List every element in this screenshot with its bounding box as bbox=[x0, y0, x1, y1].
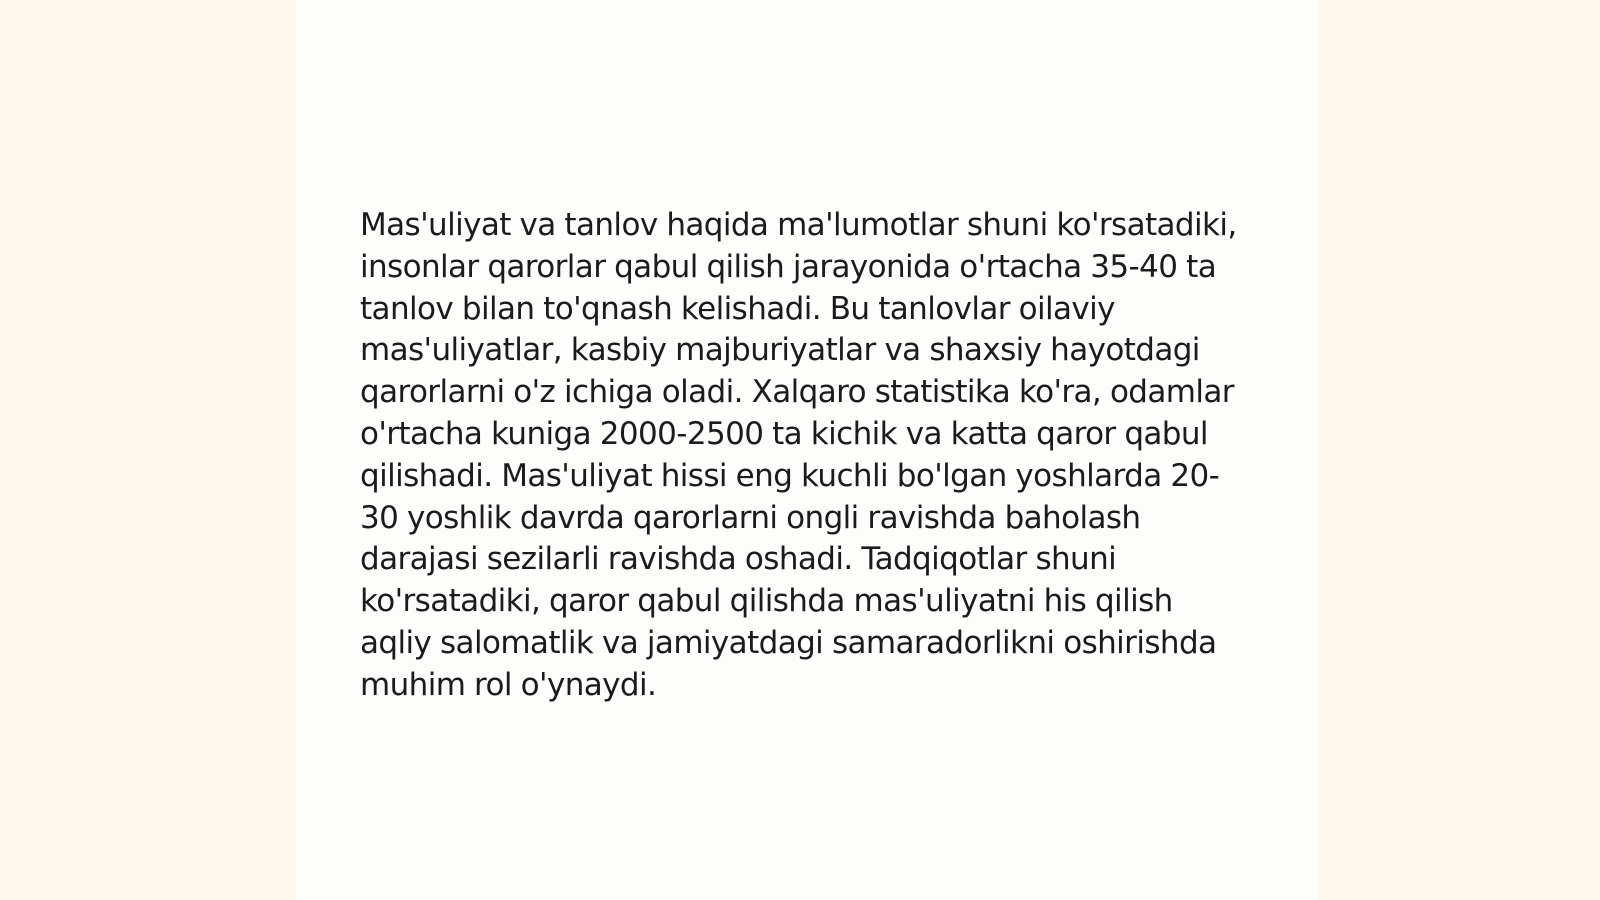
body-paragraph: Mas'uliyat va tanlov haqida ma'lumotlar shuni ko'rsatadiki, insonlar qarorlar qabul qilish jarayonida o'rtacha 35-40 ta tanlov bilan to'qnash kelishadi. Bu tanlovlar oilaviy mas'uliyatlar, kasbiy majburiyatlar va shaxsiy hayotdagi qarorlarni o'z ichiga oladi. Xalqaro statistika ko'ra, odamlar o'rtacha kuniga 2000-2500 ta kichik va katta qaror qabul qilishadi. Mas'uliyat hissi eng kuchli bo'lgan yoshlarda 20-30 yoshlik davrda qarorlarni ongli ravishda baholash darajasi sezilarli ravishda oshadi. Tadqiqotlar shuni ko'rsatadiki, qaror qabul qilishda mas'uliyatni his qilish aqliy salomatlik va jamiyatdagi samaradorlikni oshirishda muhim rol o'ynaydi. bbox=[360, 207, 1237, 703]
document-page bbox=[296, 0, 1318, 900]
